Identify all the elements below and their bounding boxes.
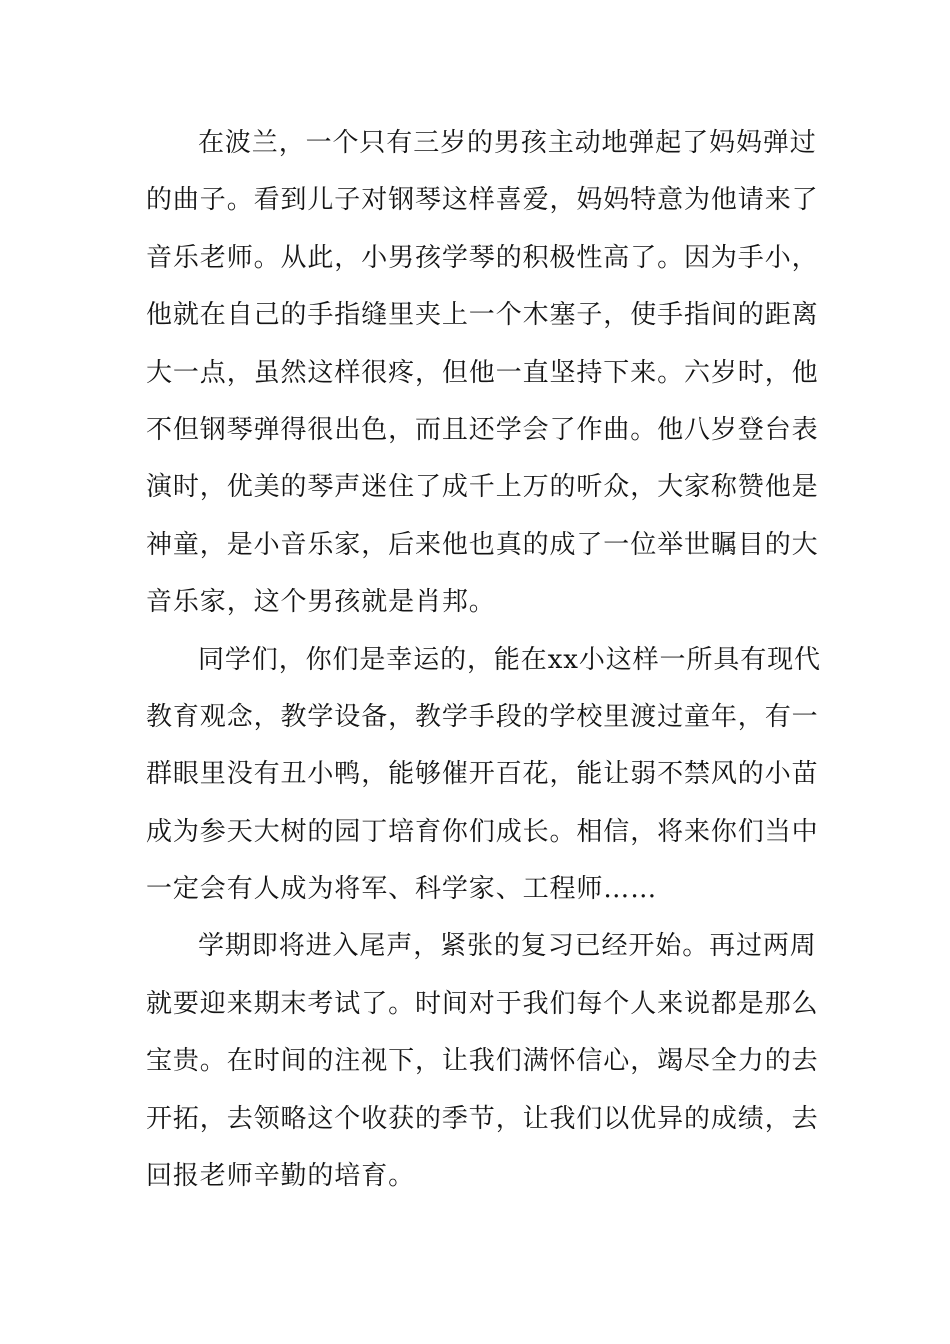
paragraph-2-line-2: 教育观念，教学设备，教学手段的学校里渡过童年，有一 [146, 701, 819, 732]
paragraph-2-line-3: 群眼里没有丑小鸭，能够催开百花，能让弱不禁风的小苗 [146, 759, 819, 790]
paragraph-3-line-4: 开拓，去领略这个收获的季节，让我们以优异的成绩，去 [146, 1103, 819, 1134]
paragraph-1-line-3: 音乐老师。从此，小男孩学琴的积极性高了。因为手小， [146, 242, 819, 273]
paragraph-3-line-2: 就要迎来期末考试了。时间对于我们每个人来说都是那么 [146, 988, 819, 1019]
paragraph-1-line-8: 神童，是小音乐家，后来他也真的成了一位举世瞩目的大 [146, 529, 819, 560]
paragraph-2-line-5: 一定会有人成为将军、科学家、工程师…… [146, 874, 658, 905]
paragraph-3-line-1: 学期即将进入尾声，紧张的复习已经开始。再过两周 [198, 931, 817, 962]
paragraph-1-line-9: 音乐家，这个男孩就是肖邦。 [146, 587, 496, 618]
paragraph-1-line-4: 他就在自己的手指缝里夹上一个木塞子，使手指间的距离 [146, 300, 819, 331]
paragraph-1-line-6: 不但钢琴弹得很出色，而且还学会了作曲。他八岁登台表 [146, 414, 819, 445]
paragraph-1-line-5: 大一点，虽然这样很疼，但他一直坚持下来。六岁时，他 [146, 357, 819, 388]
paragraph-2-line-4: 成为参天大树的园丁培育你们成长。相信，将来你们当中 [146, 816, 819, 847]
paragraph-1-line-1: 在波兰，一个只有三岁的男孩主动地弹起了妈妈弹过 [198, 128, 817, 158]
document-body [146, 115, 821, 1205]
paragraph-2-line-1: 同学们，你们是幸运的，能在xx小这样一所具有现代 [198, 644, 821, 675]
paragraph-3-line-5: 回报老师辛勤的培育。 [146, 1161, 416, 1192]
paragraph-1-line-7: 演时，优美的琴声迷住了成千上万的听众，大家称赞他是 [146, 472, 819, 503]
paragraph-1-line-2: 的曲子。看到儿子对钢琴这样喜爱，妈妈特意为他请来了 [146, 185, 819, 216]
paragraph-3-line-3: 宝贵。在时间的注视下，让我们满怀信心，竭尽全力的去 [146, 1046, 819, 1077]
